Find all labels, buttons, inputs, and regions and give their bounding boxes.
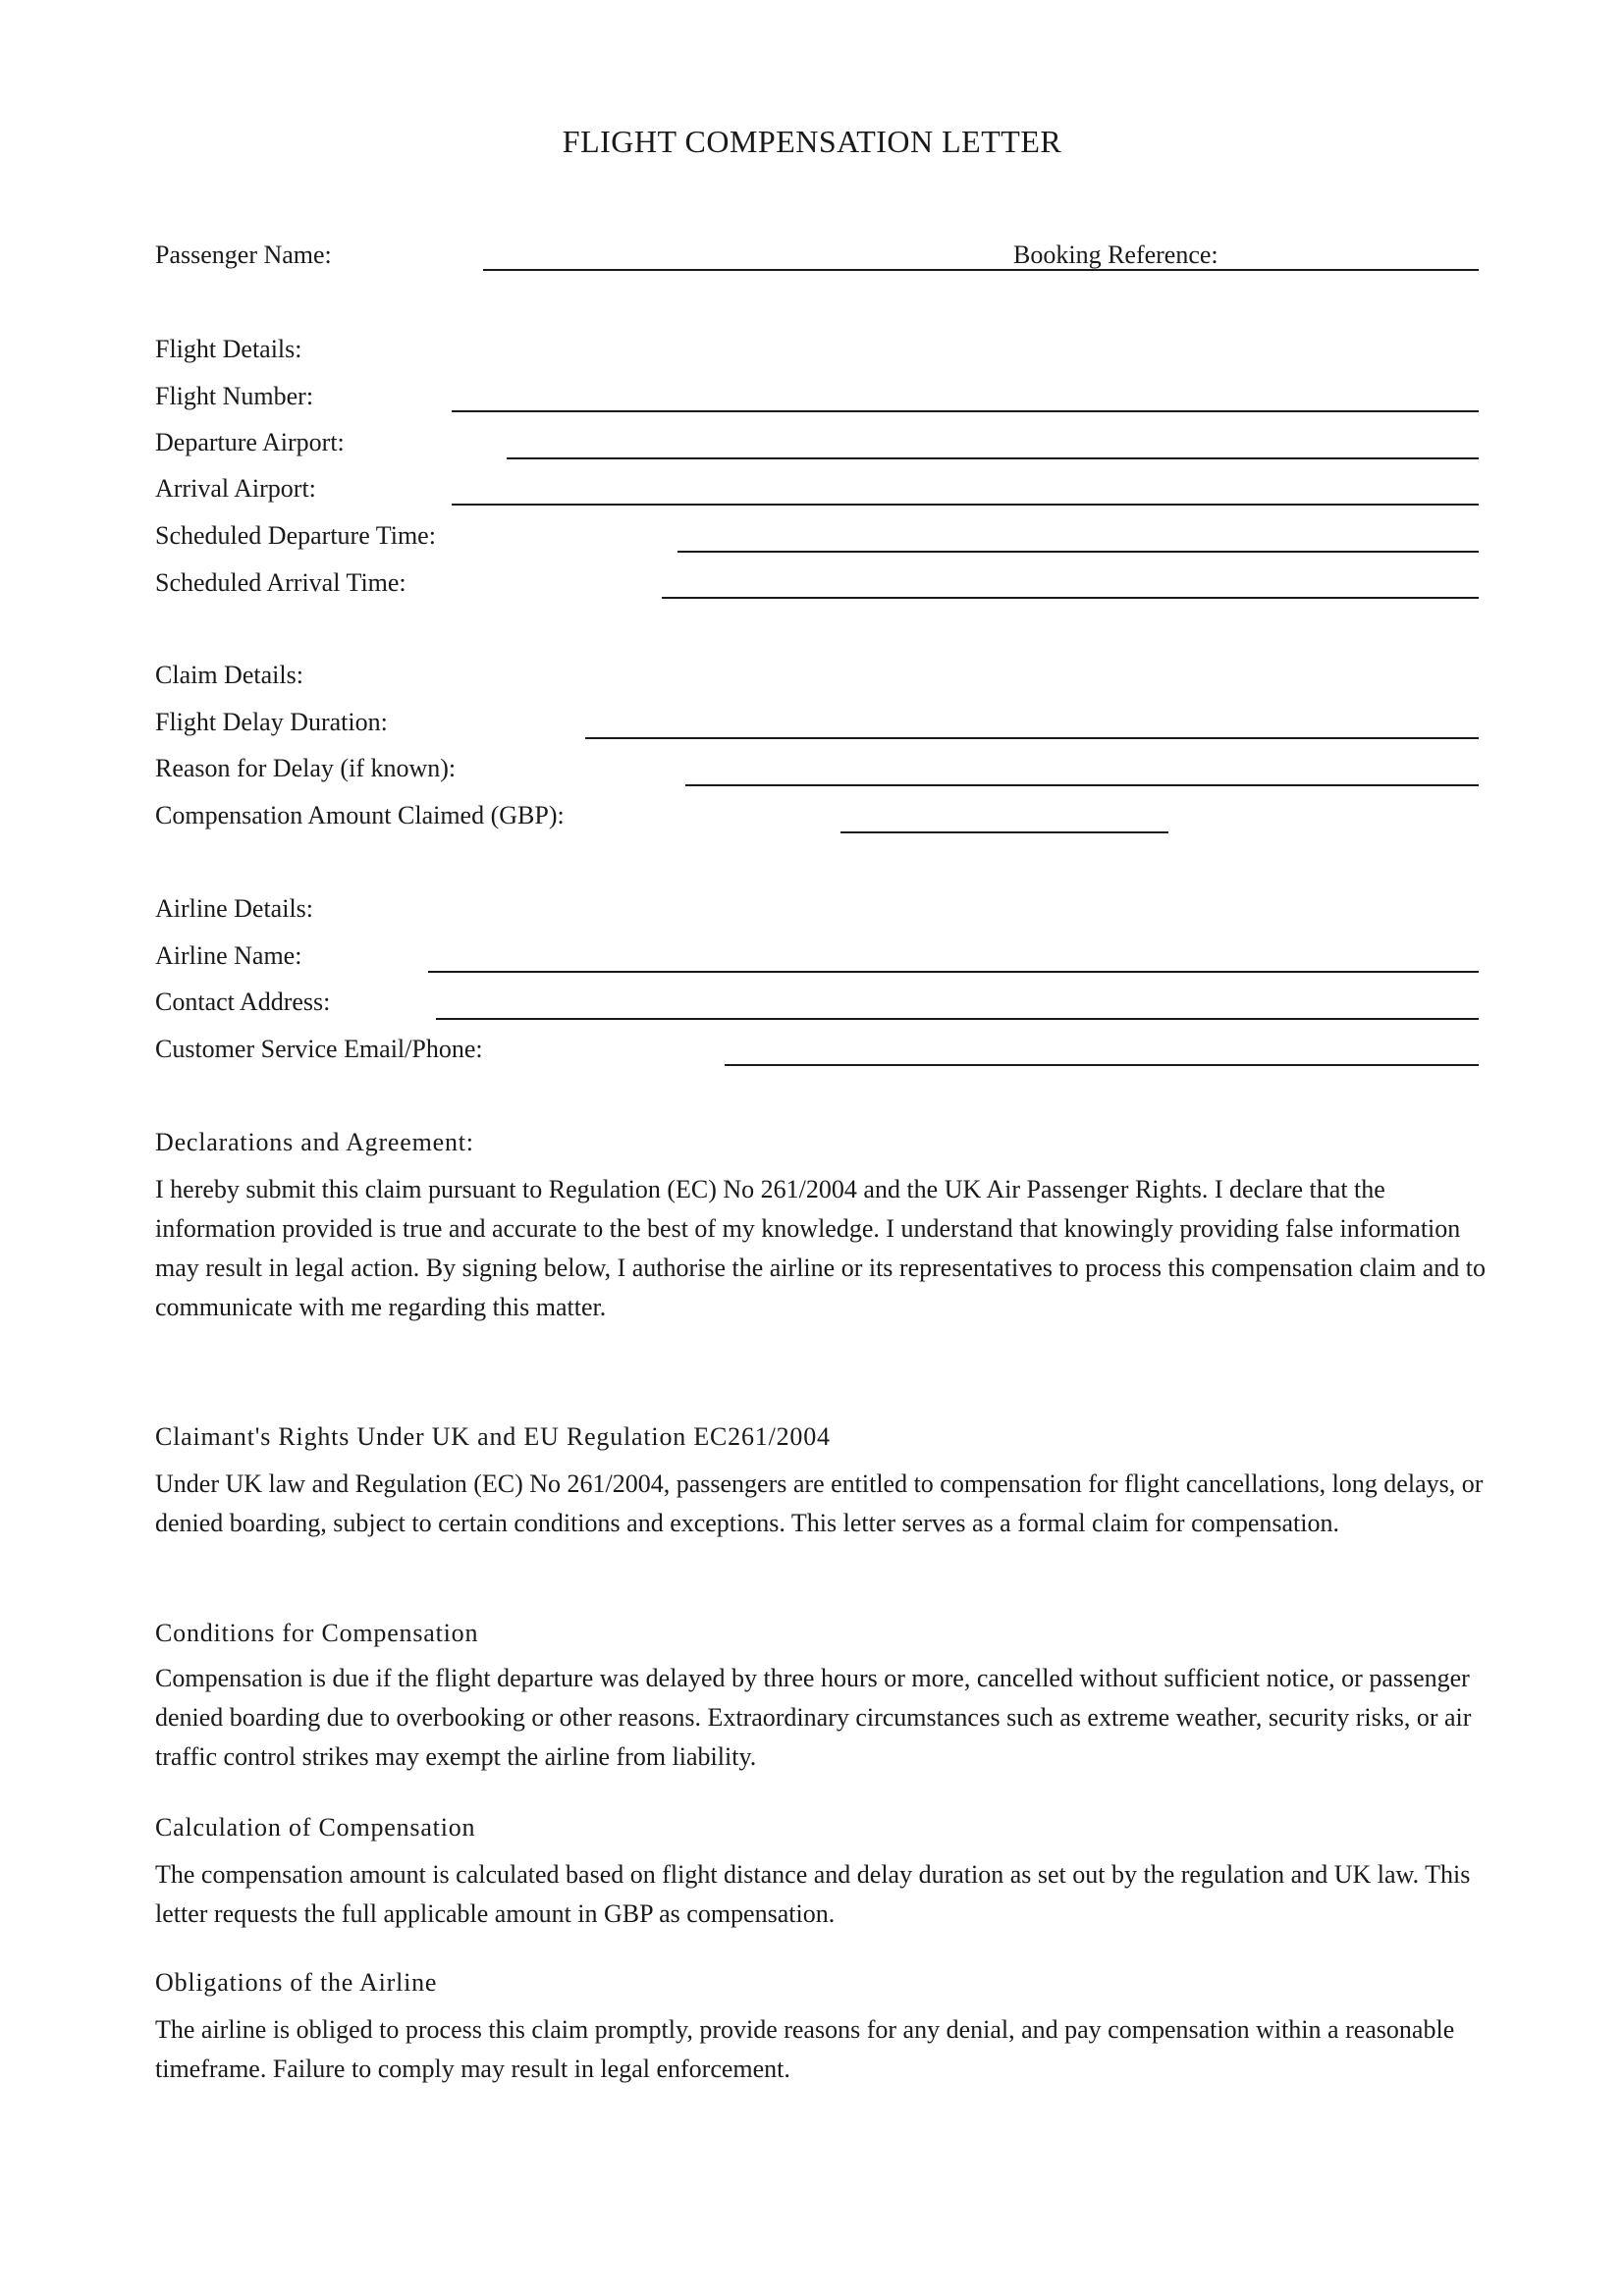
departure-airport-field[interactable] (507, 457, 1479, 459)
delay-reason-field[interactable] (685, 784, 1479, 786)
conditions-text: Compensation is due if the flight departure was delayed by three hours or more, cancelled without sufficient notice, or passenger denied boarding due to overbooking or other reasons. Extraordinary circumstances such as extreme weather, security risks, or air traffic control strikes may exempt the airline from liability. (155, 1664, 1472, 1771)
calculation-text: The compensation amount is calculated based on flight distance and delay duration as set out by the regulation and UK law. This letter requests the full applicable amount in GBP as compensation. (155, 1860, 1471, 1928)
airline-details-heading: Airline Details: (155, 894, 314, 923)
airline-name-label: Airline Name: (155, 941, 302, 970)
contact-address-label: Contact Address: (155, 988, 331, 1016)
conditions-heading: Conditions for Compensation (155, 1619, 479, 1647)
scheduled-arrival-label: Scheduled Arrival Time: (155, 568, 406, 597)
flight-details-heading: Flight Details: (155, 335, 302, 363)
flight-number-label: Flight Number: (155, 382, 314, 410)
airline-name-field[interactable] (428, 971, 1479, 973)
arrival-airport-field[interactable] (452, 504, 1479, 506)
claim-details-heading: Claim Details: (155, 661, 303, 689)
customer-service-field[interactable] (725, 1064, 1479, 1066)
obligations-heading: Obligations of the Airline (155, 1968, 438, 1997)
rights-text: Under UK law and Regulation (EC) No 261/2004, passengers are entitled to compensation for flight cancellations, long delays, or denied boarding, subject to certain conditions and exceptions. This letter serves as a formal claim for compensation. (155, 1469, 1484, 1537)
calculation-heading: Calculation of Compensation (155, 1813, 476, 1842)
scheduled-arrival-field[interactable] (662, 597, 1479, 599)
contact-address-field[interactable] (436, 1018, 1479, 1020)
declarations-text: I hereby submit this claim pursuant to Regulation (EC) No 261/2004 and the UK Air Passenger Rights. I declare that the information provided is true and accurate to the best of my knowledge. I understand that knowingly providing false information may result in legal action. By signing below, I authorise the airline or its representatives to process this compensation claim and to communicate with me regarding this matter. (155, 1175, 1487, 1321)
compensation-amount-label: Compensation Amount Claimed (GBP): (155, 801, 565, 829)
declarations-heading: Declarations and Agreement: (155, 1128, 474, 1156)
departure-airport-label: Departure Airport: (155, 428, 345, 456)
flight-number-field[interactable] (452, 410, 1479, 412)
arrival-airport-label: Arrival Airport: (155, 474, 316, 503)
compensation-amount-field[interactable] (840, 831, 1168, 833)
scheduled-departure-label: Scheduled Departure Time: (155, 521, 436, 550)
booking-reference-label: Booking Reference: (1013, 240, 1218, 269)
rights-heading: Claimant's Rights Under UK and EU Regulation EC261/2004 (155, 1422, 831, 1451)
passenger-name-label: Passenger Name: (155, 240, 332, 269)
customer-service-label: Customer Service Email/Phone: (155, 1035, 483, 1063)
delay-reason-label: Reason for Delay (if known): (155, 754, 457, 782)
delay-duration-field[interactable] (585, 737, 1479, 739)
document-title: FLIGHT COMPENSATION LETTER (562, 124, 1062, 159)
scheduled-departure-field[interactable] (677, 551, 1479, 553)
delay-duration-label: Flight Delay Duration: (155, 708, 388, 736)
obligations-text: The airline is obliged to process this claim promptly, provide reasons for any denial, and pay compensation within a reasonable timeframe. Failure to comply may result in legal enforcement. (155, 2015, 1455, 2083)
passenger-name-field[interactable] (483, 269, 1479, 271)
